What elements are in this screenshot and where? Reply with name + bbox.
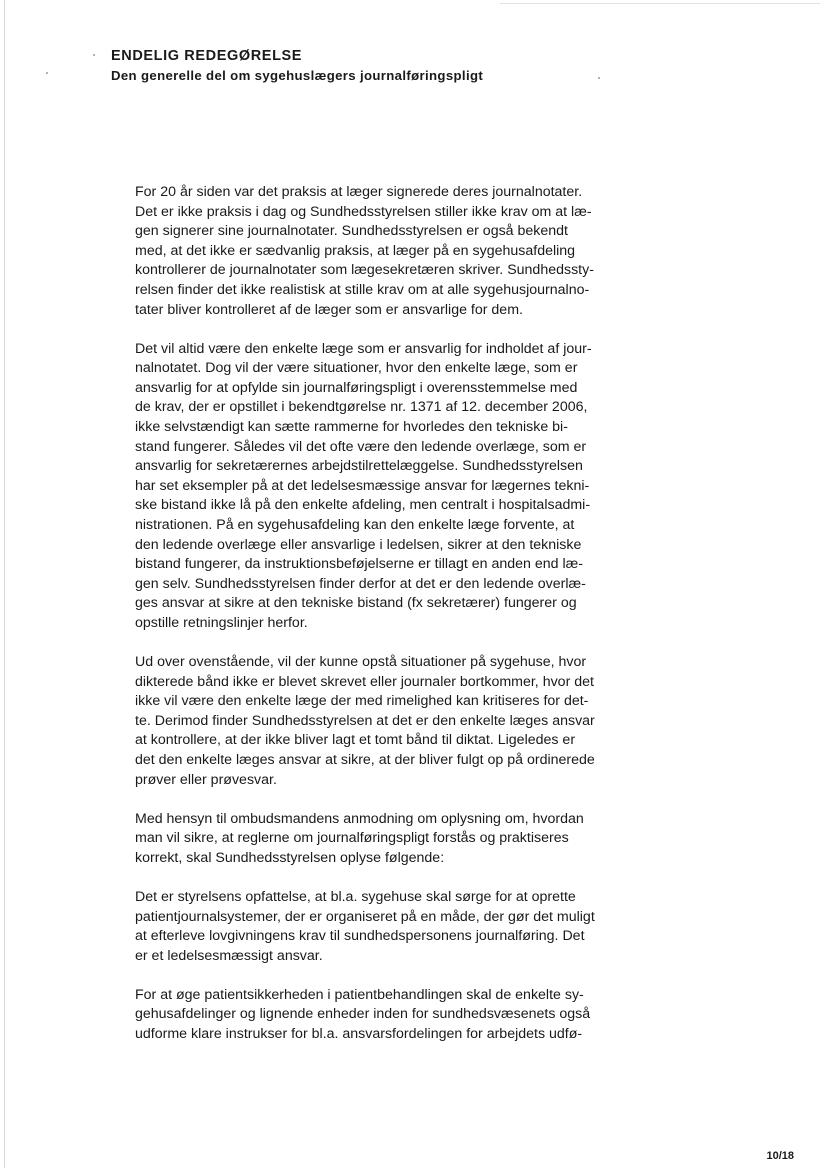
paragraph-line: opstille retningslinjer herfor. bbox=[135, 614, 308, 631]
paragraph-line: patientjournalsystemer, der er organiseret på en måde, der gør det muligt bbox=[135, 908, 595, 925]
paragraph-line: ske bistand ikke lå på den enkelte afdeling, men centralt i hospitalsadmi- bbox=[135, 497, 591, 514]
paragraph-line: bistand fungerer, da instruktionsbeføjelserne er tillagt en anden end læ- bbox=[135, 556, 583, 573]
paragraph-line: er et ledelsesmæssigt ansvar. bbox=[135, 947, 323, 964]
paragraph-line: man vil sikre, at reglerne om journalføringspligt forstås og praktiseres bbox=[135, 830, 569, 847]
paragraph-line: Ud over ovenstående, vil der kunne opstå situationer på sygehuse, hvor bbox=[135, 654, 587, 671]
paragraph-line: relsen finder det ikke realistisk at stille krav om at alle sygehusjournalno- bbox=[135, 281, 590, 298]
body-paragraph bbox=[135, 888, 597, 966]
paragraph-line: nalnotatet. Dog vil der være situationer, hvor den enkelte læge, som er bbox=[135, 360, 578, 377]
paragraph-line: korrekt, skal Sundhedsstyrelsen oplyse følgende: bbox=[135, 849, 445, 866]
scan-speck bbox=[93, 54, 95, 56]
paragraph-line: te. Derimod finder Sundhedsstyrelsen at det er den enkelte læges ansvar bbox=[135, 712, 595, 729]
paragraph-line: den ledende overlæge eller ansvarlige i ledelsen, sikrer at den tekniske bbox=[135, 536, 582, 553]
paragraph-line: Det er ikke praksis i dag og Sundhedsstyrelsen stiller ikke krav om at læ- bbox=[135, 203, 592, 220]
body-paragraph bbox=[135, 986, 597, 1045]
paragraph-line: Det vil altid være den enkelte læge som er ansvarlig for indholdet af jour- bbox=[135, 340, 592, 357]
paragraph-line: For 20 år siden var det praksis at læger signerede deres journalnotater. bbox=[135, 184, 583, 200]
paragraph-line: stand fungerer. Således vil det ofte være den ledende overlæge, som er bbox=[135, 438, 587, 455]
scan-top-edge bbox=[500, 3, 820, 4]
paragraph-line: at kontrollere, at der ikke bliver lagt et tomt bånd til diktat. Ligeledes er bbox=[135, 732, 576, 749]
paragraph-line: de krav, der er opstillet i bekendtgørelse nr. 1371 af 12. december 2006, bbox=[135, 399, 588, 416]
paragraph-line: tater bliver kontrolleret af de læger som er ansvarlige for dem. bbox=[135, 301, 523, 318]
document-header bbox=[111, 47, 671, 85]
scan-speck bbox=[46, 72, 48, 74]
document-title: ENDELIG REDEGØRELSE bbox=[111, 48, 303, 64]
body-paragraph bbox=[135, 653, 597, 790]
paragraph-line: For at øge patientsikkerheden i patientbehandlingen skal de enkelte sy- bbox=[135, 986, 584, 1003]
document-subtitle: Den generelle del om sygehuslægers journalføringspligt bbox=[111, 68, 484, 83]
paragraph-line: Det er styrelsens opfattelse, at bl.a. sygehuse skal sørge for at oprette bbox=[135, 889, 576, 905]
paragraph-line: gehusafdelinger og lignende enheder inden for sundhedsvæsenets også bbox=[135, 1006, 591, 1023]
paragraph-line: ansvarlig for at opfylde sin journalføringspligt i overensstemmelse med bbox=[135, 379, 578, 396]
paragraph-line: kontrollerer de journalnotater som lægesekretæren skriver. Sundhedssty- bbox=[135, 262, 594, 279]
paragraph-line: har set eksempler på at det ledelsesmæssige ansvar for lægernes tekni- bbox=[135, 477, 590, 494]
paragraph-line: dikterede bånd ikke er blevet skrevet eller journaler bortkommer, hvor det bbox=[135, 673, 594, 690]
page-number: 10/18 bbox=[766, 1150, 794, 1162]
paragraph-line: ges ansvar at sikre at den tekniske bistand (fx sekretærer) fungerer og bbox=[135, 595, 577, 612]
paragraph-line: det den enkelte læges ansvar at sikre, at der bliver fulgt op på ordinerede bbox=[135, 752, 595, 769]
paragraph-line: udforme klare instrukser for bl.a. ansvarsfordelingen for arbejdets udfø- bbox=[135, 1026, 583, 1043]
paragraph-line: prøver eller prøvesvar. bbox=[135, 771, 277, 788]
scan-left-edge bbox=[4, 0, 5, 1168]
paragraph-line: med, at det ikke er sædvanlig praksis, at læger på en sygehusafdeling bbox=[135, 242, 576, 259]
body-paragraph bbox=[135, 340, 597, 634]
paragraph-line: nistrationen. På en sygehusafdeling kan den enkelte læge forvente, at bbox=[135, 517, 575, 533]
paragraph-line: ikke vil være den enkelte læge der med rimelighed kan kritiseres for det- bbox=[135, 693, 589, 710]
paragraph-line: Med hensyn til ombudsmandens anmodning om oplysning om, hvordan bbox=[135, 810, 584, 827]
document-body bbox=[135, 183, 597, 1064]
body-paragraph bbox=[135, 183, 597, 320]
paragraph-line: gen signerer sine journalnotater. Sundhedsstyrelsen er også bekendt bbox=[135, 223, 569, 240]
paragraph-line: gen selv. Sundhedsstyrelsen finder derfor at det er den ledende overlæ- bbox=[135, 575, 586, 592]
body-paragraph bbox=[135, 810, 597, 869]
paragraph-line: at efterleve lovgivningens krav til sundhedspersonens journalføring. Det bbox=[135, 928, 585, 945]
paragraph-line: ikke selvstændigt kan sætte rammerne for hvorledes den tekniske bi- bbox=[135, 419, 568, 436]
paragraph-line: ansvarlig for sekretærernes arbejdstilrettelæggelse. Sundhedsstyrelsen bbox=[135, 458, 583, 475]
